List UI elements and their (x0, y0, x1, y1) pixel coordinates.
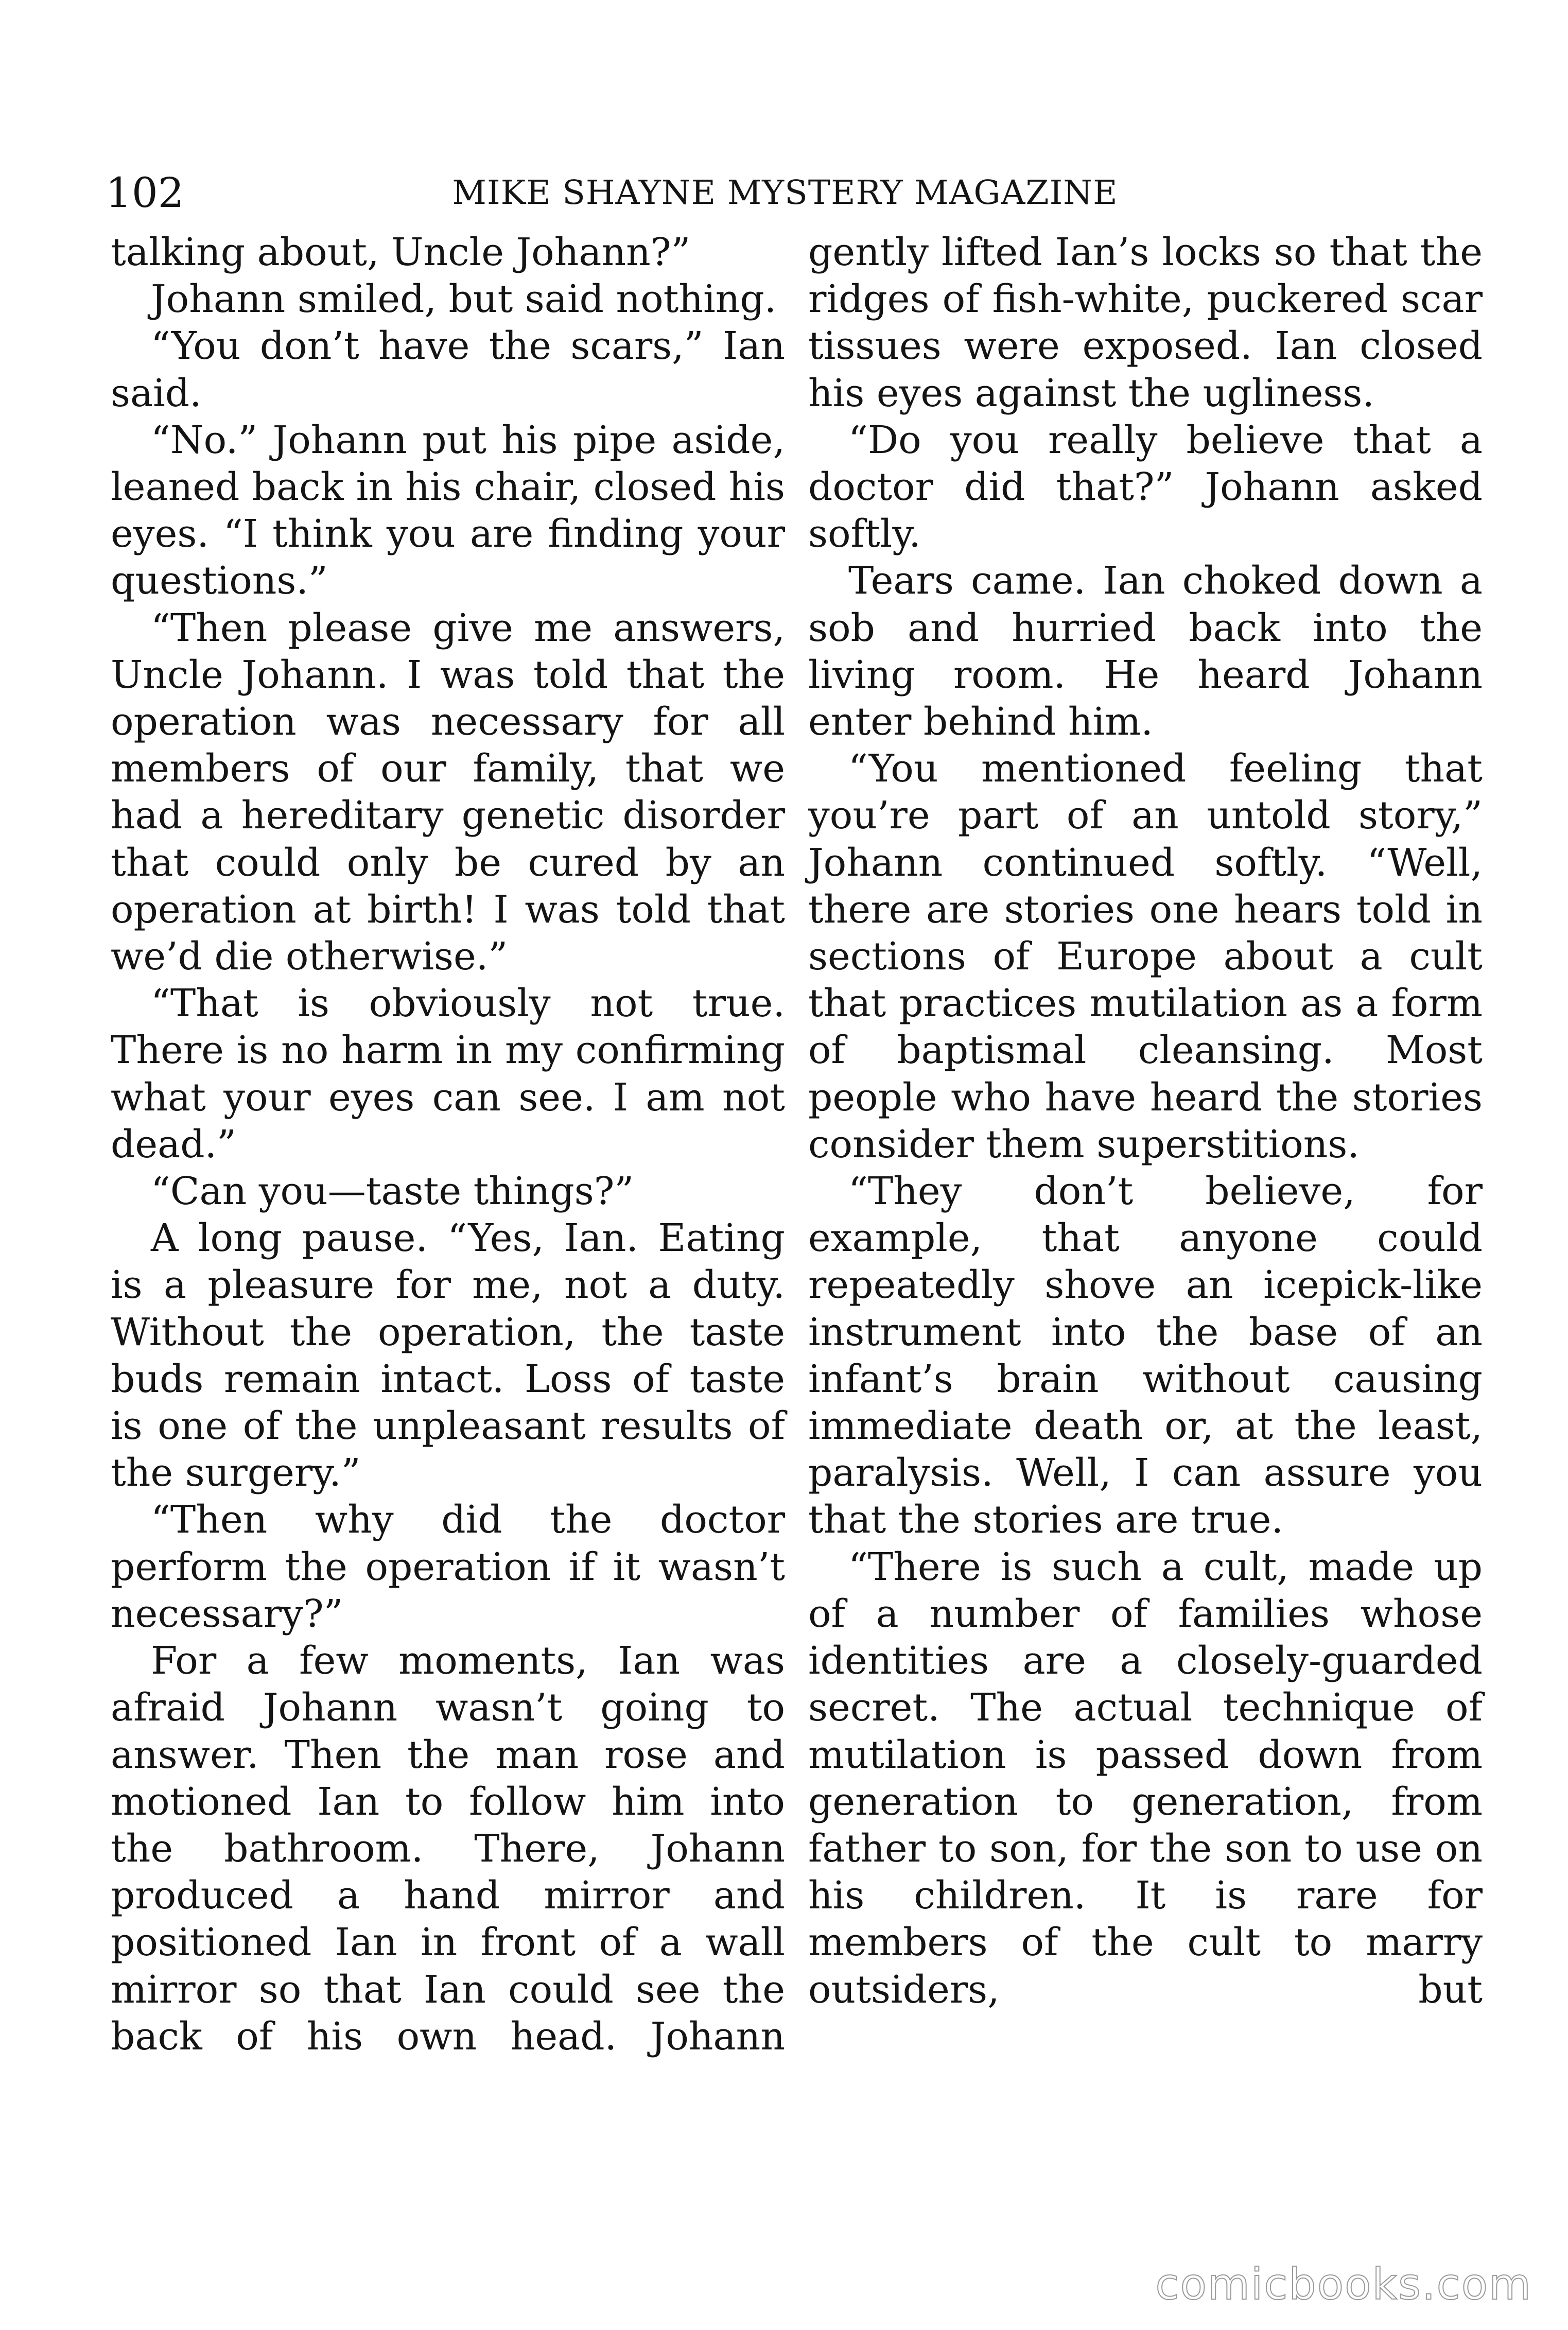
left-column (111, 229, 785, 2060)
paragraph: “Do you really believe that a doctor did that?” Johann asked softly. (808, 418, 1483, 557)
page-header (106, 165, 1465, 221)
paragraph: gently lifted Ian’s locks so that the ridges of fish-white, puckered scar tissues were exposed. Ian closed his eyes against the ugliness. (808, 230, 1483, 415)
page-number: 102 (106, 169, 184, 217)
paragraph: “There is such a cult, made up of a number of families whose identities are a closely-guarded secret. The actual technique of mutilation is passed down from generation to generation, from father to son, for the son to use on his children. It is rare for members of the cult to marry outsiders, but (808, 1544, 1483, 2012)
paragraph: “You don’t have the scars,” Ian said. (111, 324, 785, 415)
paragraph: “They don’t believe, for example, that anyone could repeatedly shove an icepick-like instrument into the base of an infant’s brain without causing immediate death or, at the least, paralysis. Well, I can assure you that the stories are true. (808, 1169, 1483, 1542)
paragraph: “No.” Johann put his pipe aside, leaned back in his chair, closed his eyes. “I think you are finding your questions.” (111, 418, 785, 603)
right-column (808, 229, 1483, 2013)
paragraph: Tears came. Ian choked down a sob and hurried back into the living room. He heard Johann enter behind him. (808, 559, 1483, 744)
paragraph: “Then please give me answers, Uncle Johann. I was told that the operation was necessary for all members of our family, that we had a hereditary genetic disorder that could only be cured by an operation at birth! I was told that we’d die otherwise.” (111, 605, 785, 979)
paragraph: A long pause. “Yes, Ian. Eating is a pleasure for me, not a duty. Without the operation, the taste buds remain intact. Loss of taste is one of the unpleasant results of the surgery.” (111, 1216, 785, 1496)
paragraph: “Then why did the doctor perform the operation if it wasn’t necessary?” (111, 1498, 785, 1636)
running-title: MIKE SHAYNE MYSTERY MAGAZINE (452, 173, 1118, 212)
paragraph: “You mentioned feeling that you’re part of an untold story,” Johann continued softly. “Well, there are stories one hears told in sections of Europe about a cult that practices mutilation as a form of baptismal cleansing. Most people who have heard the stories consider them superstitions. (808, 746, 1483, 1167)
paragraph: talking about, Uncle Johann?” (111, 230, 691, 274)
watermark: comicbooks.com (1155, 2259, 1532, 2309)
paragraph: “That is obviously not true. There is no harm in my confirming what your eyes can see. I am not dead.” (111, 981, 785, 1167)
paragraph: For a few moments, Ian was afraid Johann wasn’t going to answer. Then the man rose and motioned Ian to follow him into the bathroom. There, Johann produced a hand mirror and positioned Ian in front of a wall mirror so that Ian could see the back of his own head. Johann (111, 1639, 785, 2059)
paragraph: Johann smiled, but said nothing. (151, 277, 777, 322)
paragraph: “Can you—taste things?” (151, 1169, 634, 1214)
